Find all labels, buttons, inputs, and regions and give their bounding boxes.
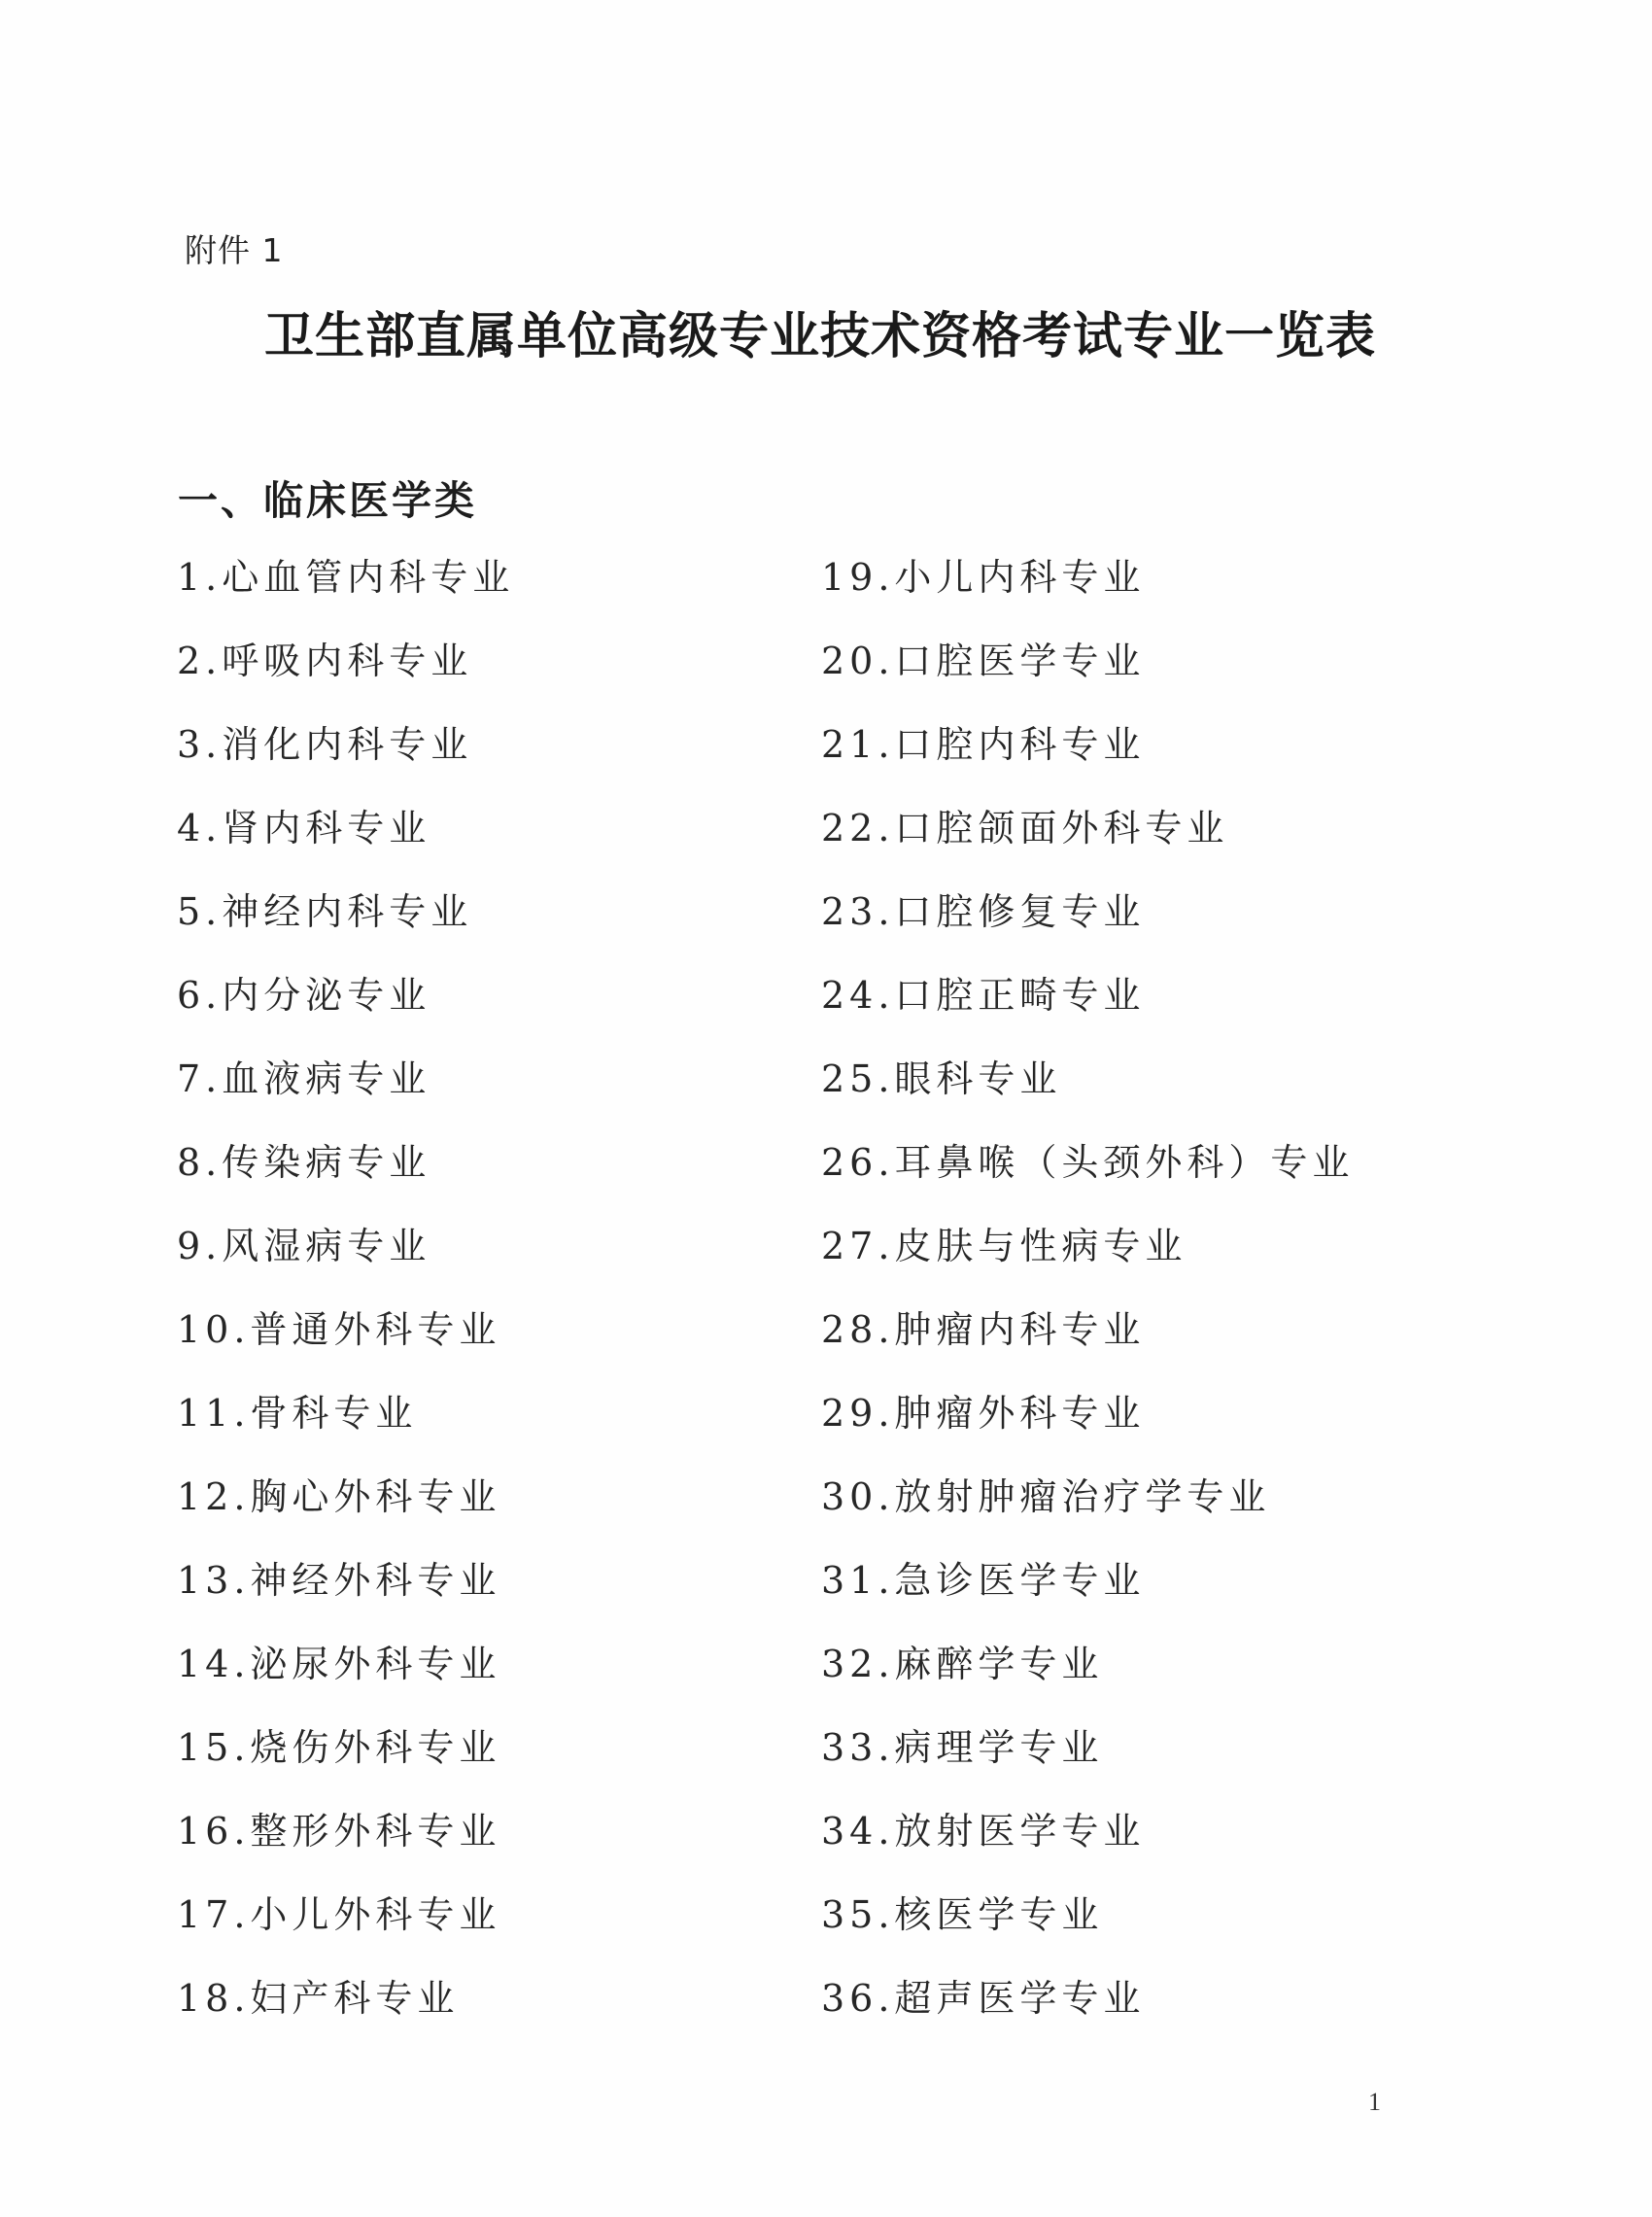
list-item: 20.口腔医学专业 [821,640,1146,682]
list-item: 17.小儿外科专业 [177,1893,501,1936]
document-title [0,295,1652,367]
specialty-list-right [821,549,1354,2054]
list-item: 3.消化内科专业 [177,723,473,766]
list-item: 12.胸心外科专业 [177,1475,501,1518]
list-item: 36.超声医学专业 [821,1977,1146,2020]
list-item: 30.放射肿瘤治疗学专业 [821,1475,1271,1518]
list-item: 5.神经内科专业 [177,890,473,933]
list-item: 1.心血管内科专业 [177,556,515,599]
list-item: 31.急诊医学专业 [821,1559,1146,1602]
list-item: 33.病理学专业 [821,1726,1104,1769]
list-item: 15.烧伤外科专业 [177,1726,501,1769]
list-item: 23.口腔修复专业 [821,890,1146,933]
list-item: 28.肿瘤内科专业 [821,1308,1146,1351]
list-item: 32.麻醉学专业 [821,1643,1104,1685]
list-item: 7.血液病专业 [177,1057,431,1100]
list-item: 25.眼科专业 [821,1057,1062,1100]
list-item: 16.整形外科专业 [177,1810,501,1853]
list-item: 34.放射医学专业 [821,1810,1146,1853]
page-number: 1 [1368,2088,1381,2116]
list-item: 6.内分泌专业 [177,974,431,1017]
attachment-label: 附件 1 [185,231,284,269]
list-item: 9.风湿病专业 [177,1225,431,1267]
list-item: 2.呼吸内科专业 [177,640,473,682]
list-item: 14.泌尿外科专业 [177,1643,501,1685]
list-item: 26.耳鼻喉（头颈外科）专业 [821,1141,1355,1184]
list-item: 18.妇产科专业 [177,1977,460,2020]
section-heading: 一、临床医学类 [178,477,477,524]
list-item: 8.传染病专业 [177,1141,431,1184]
list-item: 22.口腔颌面外科专业 [821,807,1229,849]
list-item: 21.口腔内科专业 [821,723,1146,766]
list-item: 35.核医学专业 [821,1893,1104,1936]
list-item: 29.肿瘤外科专业 [821,1392,1146,1435]
specialty-list-left [177,549,514,2054]
list-item: 4.肾内科专业 [177,807,431,849]
list-item: 13.神经外科专业 [177,1559,501,1602]
document-title-text: 卫生部直属单位高级专业技术资格考试专业一览表 [263,308,1376,365]
list-item: 10.普通外科专业 [177,1308,501,1351]
list-item: 19.小儿内科专业 [821,556,1146,599]
list-item: 27.皮肤与性病专业 [821,1225,1187,1267]
list-item: 24.口腔正畸专业 [821,974,1146,1017]
list-item: 11.骨科专业 [177,1392,418,1435]
